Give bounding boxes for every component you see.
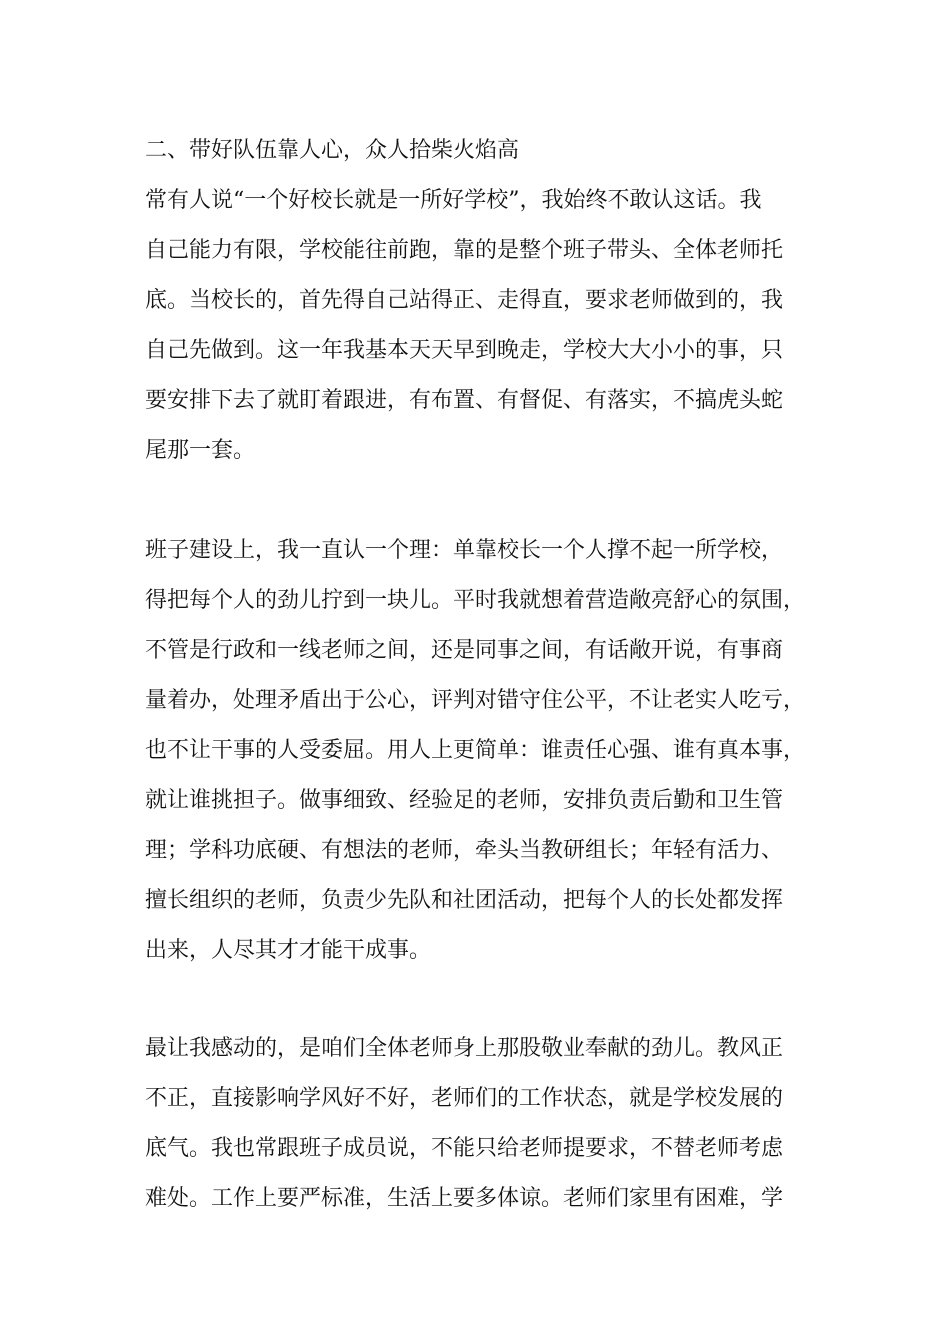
paragraph-line: 不管是行政和一线老师之间，还是同事之间，有话敞开说，有事商 (145, 638, 784, 663)
paragraph-line: 就让谁挑担子。做事细致、经验足的老师，安排负责后勤和卫生管 (145, 788, 784, 813)
paragraph-1 (145, 176, 825, 476)
paragraph-line: 常有人说“一个好校长就是一所好学校”，我始终不敢认这话。我 (145, 188, 762, 213)
paragraph-line: 班子建设上，我一直认一个理：单靠校长一个人撑不起一所学校， (145, 538, 784, 563)
heading-line: 二、带好队伍靠人心，众人拾柴火焰高 (145, 138, 520, 163)
paragraph-line: 底气。我也常跟班子成员说，不能只给老师提要求，不替老师考虑 (145, 1136, 784, 1161)
paragraph-3 (145, 1024, 825, 1224)
paragraph-line: 出来，人尽其才才能干成事。 (145, 938, 432, 963)
paragraph-line: 自己先做到。这一年我基本天天早到晚走，学校大大小小的事，只 (145, 338, 784, 363)
paragraph-line: 最让我感动的，是咱们全体老师身上那股敬业奉献的劲儿。教风正 (145, 1036, 784, 1061)
paragraph-line: 也不让干事的人受委屈。用人上更简单：谁责任心强、谁有真本事， (145, 738, 806, 763)
paragraph-2 (145, 526, 825, 976)
paragraph-line: 量着办，处理矛盾出于公心，评判对错守住公平，不让老实人吃亏， (145, 688, 806, 713)
paragraph-line: 自己能力有限，学校能往前跑，靠的是整个班子带头、全体老师托 (145, 238, 784, 263)
paragraph-line: 底。当校长的，首先得自己站得正、走得直，要求老师做到的，我 (145, 288, 784, 313)
paragraph-line: 要安排下去了就盯着跟进，有布置、有督促、有落实，不搞虎头蛇 (145, 388, 784, 413)
paragraph-line: 尾那一套。 (145, 438, 256, 463)
paragraph-line: 理；学科功底硬、有想法的老师，牵头当教研组长；年轻有活力、 (145, 838, 784, 863)
section-heading (145, 126, 825, 176)
paragraph-line: 得把每个人的劲儿拧到一块儿。平时我就想着营造敞亮舒心的氛围， (145, 588, 806, 613)
paragraph-line: 擅长组织的老师，负责少先队和社团活动，把每个人的长处都发挥 (145, 888, 784, 913)
paragraph-line: 难处。工作上要严标准，生活上要多体谅。老师们家里有困难，学 (145, 1186, 784, 1211)
paragraph-line: 不正，直接影响学风好不好，老师们的工作状态，就是学校发展的 (145, 1086, 784, 1111)
